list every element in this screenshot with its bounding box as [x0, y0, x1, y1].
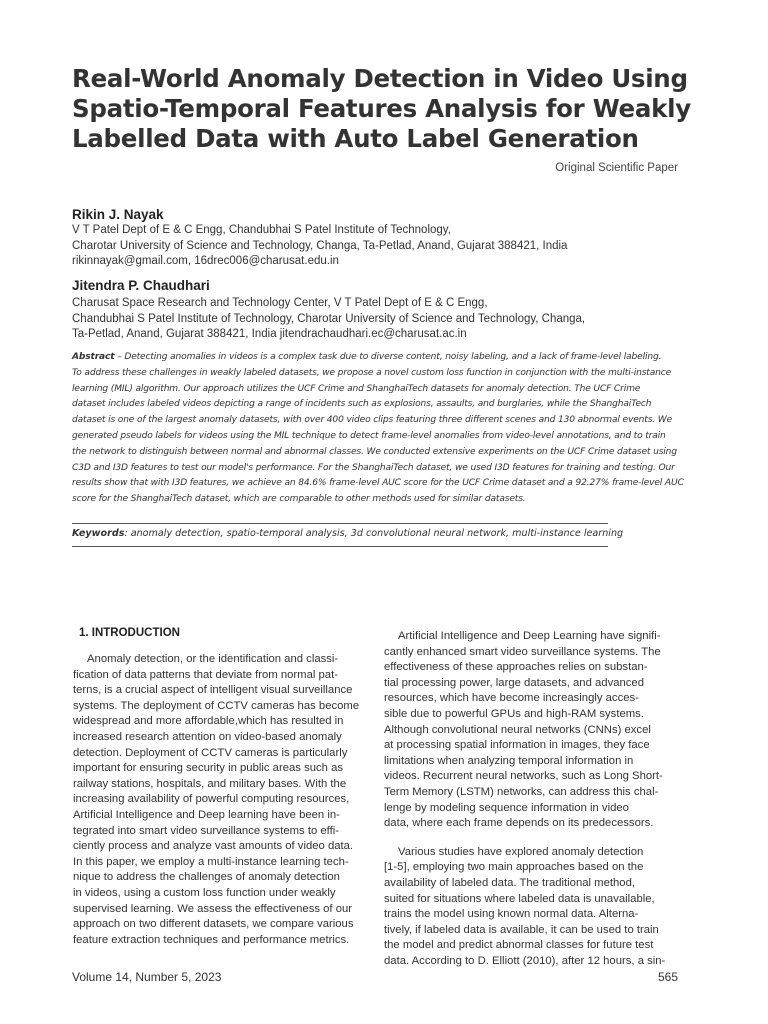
body-line: railway stations, hospitals, and military bases. With the — [73, 777, 347, 790]
body-line: widespread and more affordable,which has resulted in — [73, 715, 344, 728]
journal-volume: Volume 14, Number 5, 2023 — [72, 970, 222, 984]
body-line: availability of labeled data. The traditional method, — [384, 876, 635, 889]
body-line: feature extraction techniques and performance metrics. — [73, 933, 350, 946]
author-affiliation — [72, 223, 567, 270]
title-line: Real-World Anomaly Detection in Video Using — [72, 64, 688, 93]
body-line: Artificial Intelligence and Deep learning have been in- — [73, 808, 340, 821]
author-affiliation — [72, 296, 585, 343]
left-column — [73, 652, 369, 948]
affiliation-line: Chandubhai S Patel Institute of Technology, Charotar University of Science and Technology, Changa, — [72, 312, 586, 325]
body-line: systems. The deployment of CCTV cameras has become — [73, 699, 360, 712]
abstract-line: score for the ShanghaiTech dataset, which are comparable to other methods used for similar datasets. — [72, 494, 526, 505]
body-line: fication of data patterns that deviate from normal pat- — [73, 668, 338, 681]
divider-top — [72, 523, 608, 524]
divider-bottom — [72, 546, 608, 547]
body-line: tial processing power, large datasets, and advanced — [384, 676, 644, 689]
body-line: increased research attention on video-based anomaly — [73, 730, 342, 743]
body-line: tegrated into smart video surveillance systems to effi- — [73, 824, 340, 837]
abstract-line: generated pseudo labels for videos using the MIL technique to detect frame-level anomalies from video-level annotations, and to train — [72, 430, 666, 441]
body-line: detection. Deployment of CCTV cameras is particularly — [73, 746, 348, 759]
body-line: Term Memory (LSTM) networks, can address this chal- — [384, 785, 659, 798]
body-line: ciently process and analyze vast amounts of video data. — [73, 840, 354, 853]
body-line: lenge by modeling sequence information in video — [384, 801, 629, 814]
body-line: data, where each frame depends on its predecessors. — [384, 817, 654, 830]
abstract-text: – Detecting anomalies in videos is a complex task due to diverse content, noisy labeling, and a lack of frame-level labeling. — [114, 352, 662, 362]
title-line: Labelled Data with Auto Label Generation — [72, 124, 639, 153]
right-column — [384, 629, 680, 969]
author-name: Rikin J. Nayak — [72, 207, 164, 222]
affiliation-line: Ta-Petlad, Anand, Gujarat 388421, India jitendrachaudhari.ec@charusat.ac.in — [72, 328, 467, 340]
author-name: Jitendra P. Chaudhari — [72, 278, 210, 293]
body-line: Various studies have explored anomaly detection — [398, 845, 644, 858]
body-line: at processing spatial information in images, they face — [384, 739, 650, 752]
affiliation-line: Charusat Space Research and Technology Center, V T Patel Dept of E & C Engg, — [72, 297, 488, 309]
body-line: data. According to D. Elliott (2010), after 12 hours, a sin- — [384, 954, 666, 967]
page-number: 565 — [657, 970, 678, 984]
body-line: in videos, using a custom loss function under weakly — [73, 886, 336, 899]
body-line: Anomaly detection, or the identification and classi- — [87, 653, 339, 665]
affiliation-line: V T Patel Dept of E & C Engg, Chandubhai S Patel Institute of Technology, — [72, 224, 451, 236]
abstract-line: dataset is one of the largest anomaly datasets, with over 400 video clips featuring three different scenes and 130 abnormal events. We — [72, 415, 673, 426]
paragraph-gap — [384, 832, 680, 845]
body-line: videos. Recurrent neural networks, such as Long Short- — [384, 770, 663, 783]
affiliation-email[interactable]: rikinnayak@gmail.com, 16drec006@charusat.edu.in — [72, 255, 339, 267]
body-line: effectiveness of these approaches relies on substan- — [384, 661, 648, 674]
abstract-line: dataset includes labeled videos depicting a range of incidents such as explosions, assaults, and burglaries, while the ShanghaiTech — [72, 399, 652, 410]
abstract-line: learning (MIL) algorithm. Our approach utilizes the UCF Crime and ShanghaiTech datasets for anomaly detection. The UCF Crime — [72, 383, 641, 394]
body-line: terns, is a crucial aspect of intelligent visual surveillance — [73, 684, 353, 697]
abstract-line: the network to distinguish between normal and abnormal classes. We conducted extensive experiments on the UCF Crime dataset using — [72, 446, 677, 457]
body-line: nique to address the challenges of anomaly detection — [73, 871, 340, 884]
abstract-line: results show that with I3D features, we achieve an 84.6% frame-level AUC score for the UCF Crime dataset and a 92.27% frame-level AUC — [72, 478, 684, 489]
body-line: [1-5], employing two main approaches based on the — [384, 861, 644, 874]
keywords-label: Keywords — [72, 528, 125, 539]
body-line: sible due to powerful GPUs and high-RAM systems. — [384, 707, 644, 720]
keywords — [72, 528, 623, 539]
abstract-label: Abstract — [72, 352, 115, 362]
body-line: In this paper, we employ a multi-instance learning tech- — [73, 855, 349, 868]
body-line: tively, if labeled data is available, it can be used to train — [384, 923, 659, 936]
affiliation-line: Charotar University of Science and Technology, Changa, Ta-Petlad, Anand, Gujarat 388421, India — [72, 239, 568, 252]
abstract — [72, 350, 684, 508]
body-line: Artificial Intelligence and Deep Learning have signifi- — [398, 630, 661, 642]
title-line: Spatio-Temporal Features Analysis for Weakly — [72, 94, 691, 123]
abstract-line: C3D and I3D features to test our model's performance. For the ShanghaiTech dataset, we used I3D features for training and testing. Our — [72, 462, 675, 473]
body-line: Although convolutional neural networks (CNNs) excel — [384, 723, 651, 736]
body-line: cantly enhanced smart video surveillance systems. The — [384, 645, 661, 658]
section-heading: 1. INTRODUCTION — [79, 627, 180, 639]
body-line: increasing availability of powerful computing resources, — [73, 793, 350, 806]
paper-title — [72, 64, 712, 154]
body-line: limitations when analyzing temporal information in — [384, 754, 634, 767]
body-line: resources, which have become increasingly acces- — [384, 692, 639, 705]
abstract-line — [72, 350, 680, 366]
body-line: supervised learning. We assess the effectiveness of our — [73, 902, 353, 915]
abstract-line: To address these challenges in weakly labeled datasets, we propose a novel custom loss function in conjunction with the multi-instance — [72, 367, 672, 378]
body-line: important for ensuring security in public areas such as — [73, 762, 344, 775]
body-line: approach on two different datasets, we compare various — [73, 918, 354, 931]
body-line: trains the model using known normal data. Alterna- — [384, 908, 639, 921]
body-line: the model and predict abnormal classes for future test — [384, 939, 654, 952]
keywords-text: : anomaly detection, spatio-temporal analysis, 3d convolutional neural network, multi-instance learning — [124, 528, 624, 539]
body-line: suited for situations where labeled data is unavailable, — [384, 892, 655, 905]
paper-type: Original Scientific Paper — [555, 162, 678, 174]
